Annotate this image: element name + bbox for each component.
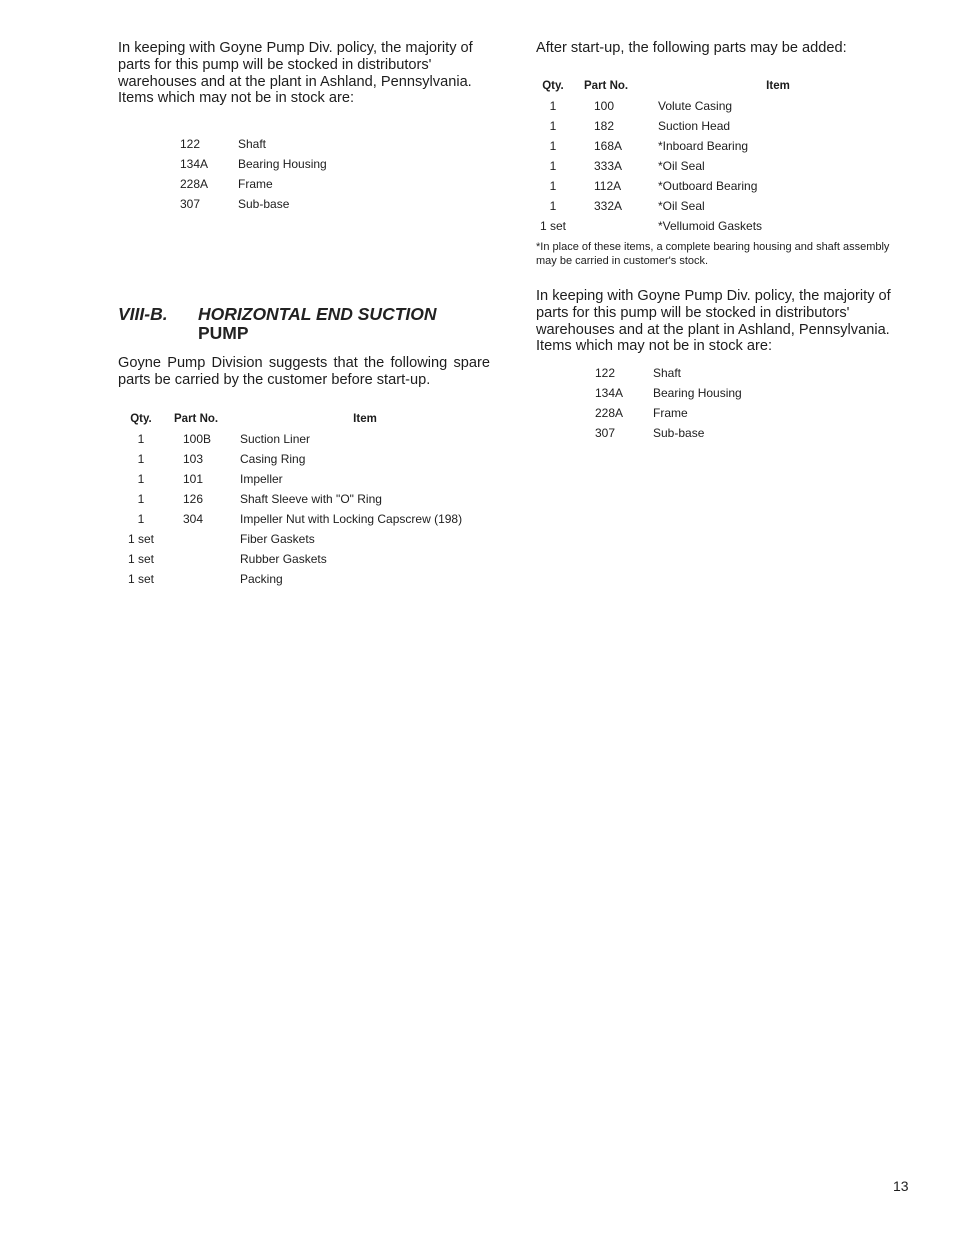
qty-cell: 1 set xyxy=(127,532,154,546)
header-item: Item xyxy=(766,80,790,92)
item-cell: *Outboard Bearing xyxy=(658,179,758,193)
section-title-line2: PUMP xyxy=(198,323,249,343)
table-row xyxy=(118,429,490,449)
item-cell: Impeller Nut with Locking Capscrew (198) xyxy=(240,512,463,526)
table-row xyxy=(536,96,908,116)
part-cell: 101 xyxy=(183,472,204,486)
qty-cell: 1 xyxy=(549,119,557,133)
item-cell: Fiber Gaskets xyxy=(240,532,315,546)
qty-cell: 1 xyxy=(137,472,145,486)
section-intro-paragraph: Goyne Pump Division suggests that the following spare parts be carried by the customer before start-up. xyxy=(118,355,490,388)
table-row xyxy=(118,549,490,569)
part-cell: 332A xyxy=(594,199,623,213)
table-row xyxy=(536,136,908,156)
qty-cell: 1 set xyxy=(539,219,566,233)
part-cell: 103 xyxy=(183,452,204,466)
item-cell: *Vellumoid Gaskets xyxy=(658,219,763,233)
item-cell: Impeller xyxy=(240,472,283,486)
footnote: *In place of these items, a complete bearing housing and shaft assembly may be carried in customer's stock. xyxy=(536,241,890,267)
part-name: Bearing Housing xyxy=(653,386,742,400)
qty-cell: 1 xyxy=(549,139,557,153)
part-number: 228A xyxy=(180,177,209,191)
part-number: 134A xyxy=(595,386,624,400)
part-number: 122 xyxy=(180,137,201,151)
part-cell: 182 xyxy=(594,119,615,133)
part-number: 122 xyxy=(595,366,616,380)
qty-cell: 1 xyxy=(549,99,557,113)
table-row xyxy=(536,196,908,216)
table-row xyxy=(536,116,908,136)
table-header xyxy=(118,409,490,429)
part-cell: 100B xyxy=(183,432,212,446)
table-row xyxy=(118,469,490,489)
list-item xyxy=(595,403,742,423)
table-row xyxy=(118,449,490,469)
qty-cell: 1 xyxy=(137,492,145,506)
qty-cell: 1 xyxy=(137,512,145,526)
left-column xyxy=(118,40,490,586)
list-item xyxy=(180,194,327,214)
section-title-line1: HORIZONTAL END SUCTION xyxy=(198,304,437,324)
part-name: Sub-base xyxy=(653,426,705,440)
part-cell: 333A xyxy=(594,159,623,173)
stock-policy-paragraph-2: In keeping with Goyne Pump Div. policy, the majority of parts for this pump will be stocked in distributors' warehouses and at the plant in Ashland, Pennsylvania. Items which may not be in stock are: xyxy=(536,288,891,355)
table-row xyxy=(536,156,908,176)
header-part: Part No. xyxy=(584,80,629,92)
qty-cell: 1 xyxy=(137,432,145,446)
page-number: 13 xyxy=(893,1178,909,1194)
section-number: VIII-B. xyxy=(118,304,168,324)
qty-cell: 1 set xyxy=(127,552,154,566)
table-row xyxy=(118,529,490,549)
after-startup-parts-table xyxy=(536,76,908,236)
part-cell xyxy=(570,216,658,236)
table-row xyxy=(118,489,490,509)
list-item xyxy=(595,383,742,403)
part-cell: 112A xyxy=(594,179,622,193)
qty-cell: 1 xyxy=(549,159,557,173)
table-row xyxy=(536,176,908,196)
part-number: 228A xyxy=(595,406,624,420)
part-number: 307 xyxy=(180,197,201,211)
header-part: Part No. xyxy=(174,413,219,425)
table-row xyxy=(118,509,490,529)
table-header xyxy=(536,76,908,96)
list-item xyxy=(180,154,327,174)
qty-cell: 1 set xyxy=(127,572,154,586)
list-item xyxy=(595,423,742,443)
part-cell xyxy=(164,529,240,549)
part-number: 134A xyxy=(180,157,209,171)
right-column xyxy=(536,40,908,440)
item-cell: *Oil Seal xyxy=(658,159,705,173)
item-cell: *Oil Seal xyxy=(658,199,705,213)
item-cell: Shaft Sleeve with "O" Ring xyxy=(240,492,382,506)
part-cell xyxy=(164,549,240,569)
item-cell: Casing Ring xyxy=(240,452,306,466)
header-item: Item xyxy=(353,413,377,425)
part-name: Frame xyxy=(238,177,273,191)
item-cell: *Inboard Bearing xyxy=(658,139,749,153)
part-name: Sub-base xyxy=(238,197,290,211)
part-cell: 126 xyxy=(183,492,204,506)
part-name: Shaft xyxy=(238,137,267,151)
item-cell: Suction Liner xyxy=(240,432,311,446)
list-item xyxy=(595,363,742,383)
header-qty: Qty. xyxy=(130,413,152,425)
item-cell: Rubber Gaskets xyxy=(240,552,327,566)
table-row xyxy=(118,569,490,589)
part-name: Frame xyxy=(653,406,688,420)
part-name: Bearing Housing xyxy=(238,157,327,171)
part-cell xyxy=(164,569,240,589)
part-name: Shaft xyxy=(653,366,682,380)
part-number: 307 xyxy=(595,426,616,440)
spare-parts-table xyxy=(118,409,490,589)
qty-cell: 1 xyxy=(549,199,557,213)
part-cell: 304 xyxy=(183,512,204,526)
list-item xyxy=(180,134,327,154)
item-cell: Volute Casing xyxy=(658,99,733,113)
qty-cell: 1 xyxy=(549,179,557,193)
stock-list-2 xyxy=(595,363,742,443)
section-heading xyxy=(118,305,490,343)
table-row xyxy=(536,216,908,236)
qty-cell: 1 xyxy=(137,452,145,466)
item-cell: Packing xyxy=(240,572,283,586)
part-cell: 100 xyxy=(594,99,615,113)
header-qty: Qty. xyxy=(542,80,564,92)
stock-list xyxy=(180,134,327,214)
part-cell: 168A xyxy=(594,139,623,153)
stock-policy-paragraph: In keeping with Goyne Pump Div. policy, the majority of parts for this pump will be stocked in distributors' warehouses and at the plant in Ashland, Pennsylvania. Items which may not be in stock are: xyxy=(118,40,473,107)
item-cell: Suction Head xyxy=(658,119,731,133)
after-startup-intro: After start-up, the following parts may be added: xyxy=(536,40,847,56)
list-item xyxy=(180,174,327,194)
